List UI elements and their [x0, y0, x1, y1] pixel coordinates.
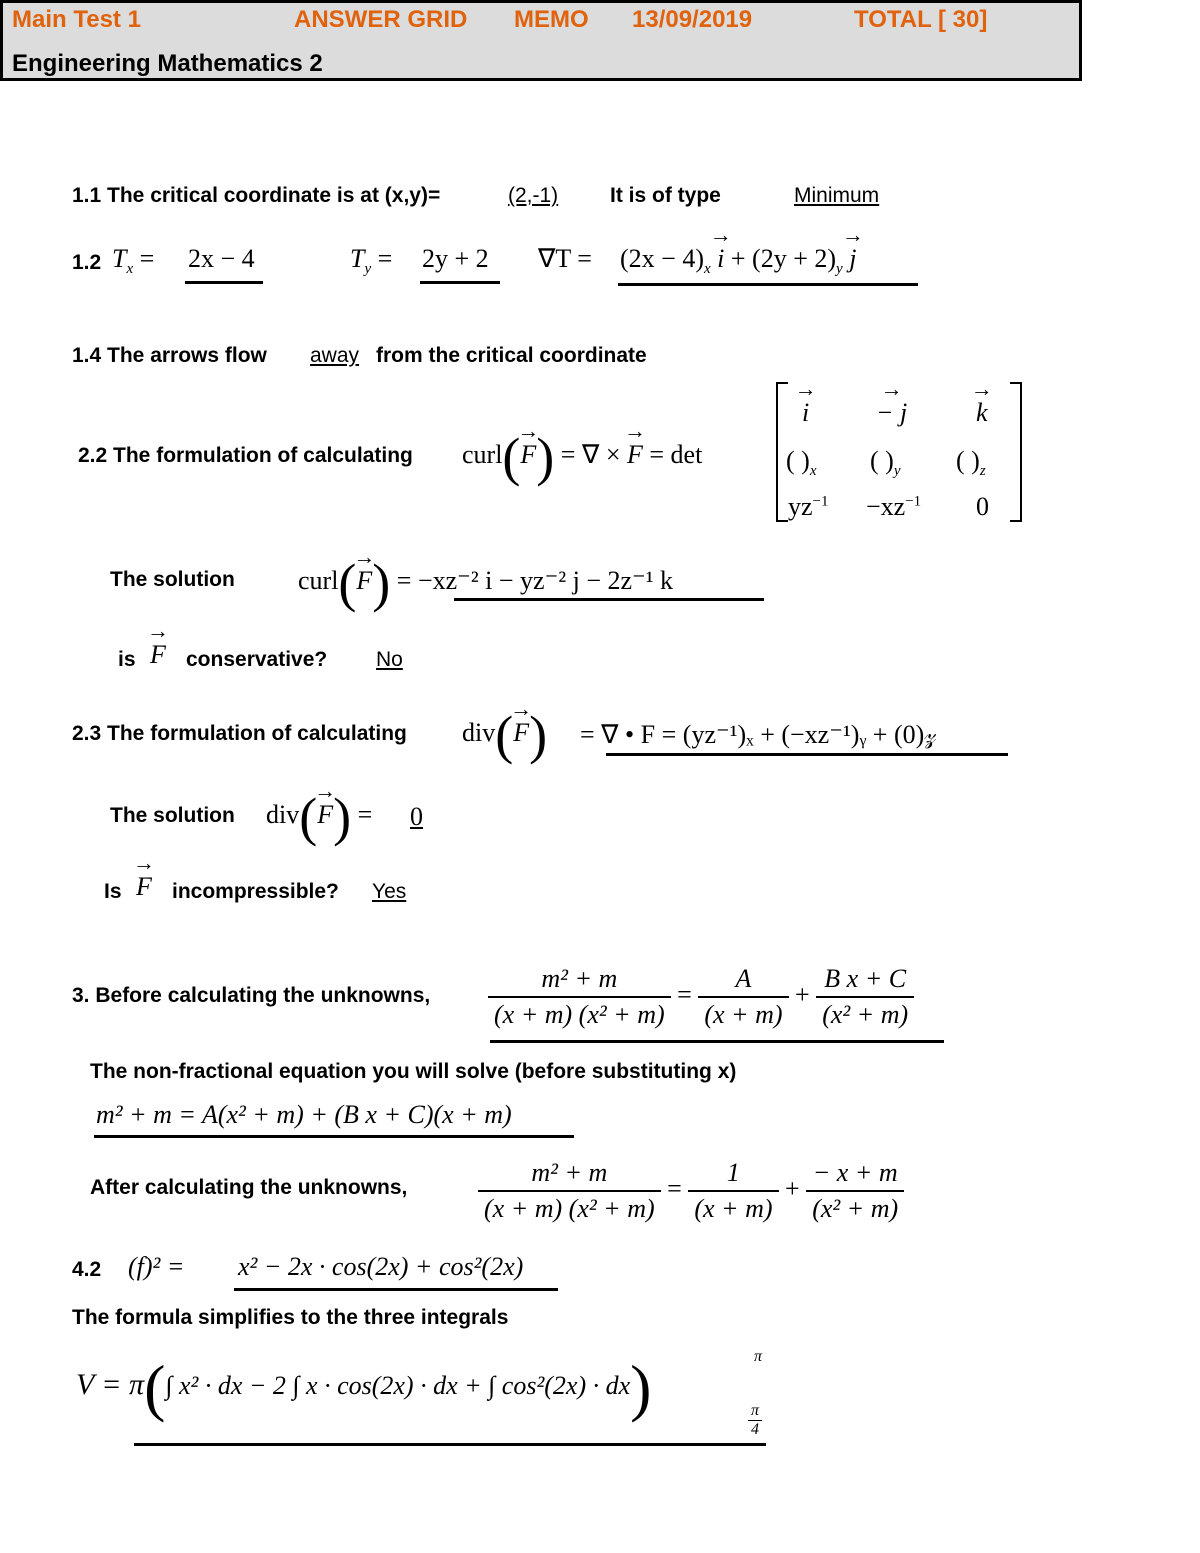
matrix-cell-r3c1: $yz^{-1}$	[788, 492, 829, 521]
matrix-cell-r3c2: $-xz^{-1}$	[866, 492, 922, 521]
ty-answer: 2y + 2	[422, 244, 489, 273]
memo-label: MEMO	[514, 6, 589, 33]
tx-answer: 2x − 4	[188, 244, 255, 273]
incomp-f: → F	[136, 872, 152, 902]
q1-1-type-label: It is of type	[610, 184, 721, 207]
ty-answer-line	[420, 281, 500, 284]
div-formula: = ∇ • F = (yz⁻¹)ₓ + (−xz⁻¹)ᵧ + (0)𝓏	[580, 720, 937, 749]
q1-4-answer: away	[310, 344, 360, 367]
q1-2-label: 1.2	[72, 251, 102, 274]
matrix-cell-r1c1: → i	[802, 398, 809, 428]
grad-answer: $(2x - 4)_x \to i + (2y + 2)_y \to j$	[620, 244, 856, 278]
q1-1-type-value: Minimum	[794, 184, 880, 207]
incomp-answer: Yes	[372, 880, 407, 903]
q2-3-prompt: 2.3 The formulation of calculating	[72, 722, 407, 745]
q4-2-answer: x² − 2x · cos(2x) + cos²(2x)	[238, 1252, 524, 1281]
conservative-f: → F	[150, 640, 166, 670]
div-solution-value: 0	[410, 802, 423, 831]
tx-answer-line	[185, 281, 263, 284]
nonfrac-equation: m² + m = A(x² + m) + (B x + C)(x + m)	[96, 1100, 512, 1129]
ty-lhs: $T_y$ =	[350, 244, 393, 278]
div-solution-label: The solution	[110, 804, 235, 827]
q3-equation: $\frac{\text{m² + m}}{\text{(x + m) (x² + m)}}$ = $\frac{A}{(x + m)}$ + $\frac{\text{B x + C}}{\text{(x² + m)}}$	[488, 964, 914, 1030]
q3-equation-line	[490, 1040, 944, 1043]
header-box	[0, 0, 1082, 81]
nonfrac-label: The non-fractional equation you will solve (before substituting x)	[90, 1060, 737, 1083]
q3-prompt: 3. Before calculating the unknowns,	[72, 984, 431, 1007]
matrix-right-bracket	[1010, 382, 1022, 522]
div-formula-line	[606, 753, 1008, 756]
answer-grid-label: ANSWER GRID	[294, 6, 468, 33]
test-date: 13/09/2019	[632, 6, 753, 33]
matrix-cell-r2c3: ( )$_z$	[956, 446, 986, 480]
total-marks: TOTAL [ 30]	[854, 6, 988, 33]
curl-solution: curl(→ F) = −xz⁻² i − yz⁻² j − 2z⁻¹ k	[298, 556, 673, 610]
div-lhs: div(→ F)	[462, 708, 547, 762]
matrix-cell-r1c3: → k	[976, 398, 988, 428]
limit-lower: π 4	[748, 1402, 762, 1439]
curl-solution-line	[454, 598, 764, 601]
grad-lhs: ∇T =	[538, 244, 592, 273]
subject-title: Engineering Mathematics 2	[12, 50, 323, 77]
q4-2-lhs: (f)² =	[128, 1252, 185, 1281]
conservative-answer: No	[376, 648, 403, 671]
div-solution-lhs: div(→ F) =	[266, 790, 372, 844]
tx-lhs: $T_x$ =	[112, 244, 155, 278]
q4-2-answer-line	[234, 1288, 558, 1291]
matrix-cell-r2c1: ( )$_x$	[786, 446, 817, 480]
q2-2-prompt: 2.2 The formulation of calculating	[78, 444, 413, 467]
incomp-is: Is	[104, 880, 122, 903]
after-equation: $\frac{\text{m² + m}}{\text{(x + m) (x² + m)}}$ = $\frac{1}{(x + m)}$ + $\frac{- x + m}{\text{(x² + m)}}$	[478, 1158, 904, 1224]
conservative-question: conservative?	[186, 648, 328, 671]
matrix-cell-r3c3: 0	[976, 492, 989, 521]
q1-1-prompt: 1.1 The critical coordinate is at (x,y)=	[72, 184, 441, 207]
q1-4-suffix: from the critical coordinate	[376, 344, 647, 367]
q1-4-prefix: 1.4 The arrows flow	[72, 344, 267, 367]
q4-2-label: 4.2	[72, 1258, 102, 1281]
incomp-question: incompressible?	[172, 880, 339, 903]
conservative-is: is	[118, 648, 136, 671]
curl-solution-label: The solution	[110, 568, 235, 591]
test-name: Main Test 1	[12, 6, 141, 33]
matrix-cell-r1c2: → − j	[876, 398, 907, 428]
curl-formula: curl(→ F) = ∇ × → F = det	[462, 430, 702, 484]
q1-1-coord: (2,-1)	[508, 184, 559, 207]
after-label: After calculating the unknowns,	[90, 1176, 408, 1199]
matrix-cell-r2c2: ( )$_y$	[870, 446, 901, 480]
grad-answer-line	[618, 283, 918, 286]
limit-upper: π	[754, 1348, 763, 1365]
nonfrac-line	[94, 1135, 574, 1138]
integrals-label: The formula simplifies to the three integrals	[72, 1306, 509, 1329]
volume-formula: V = π(∫ x² · dx − 2 ∫ x · cos(2x) · dx + ∫ cos²(2x) · dx)	[76, 1352, 652, 1423]
volume-formula-line	[134, 1443, 766, 1446]
